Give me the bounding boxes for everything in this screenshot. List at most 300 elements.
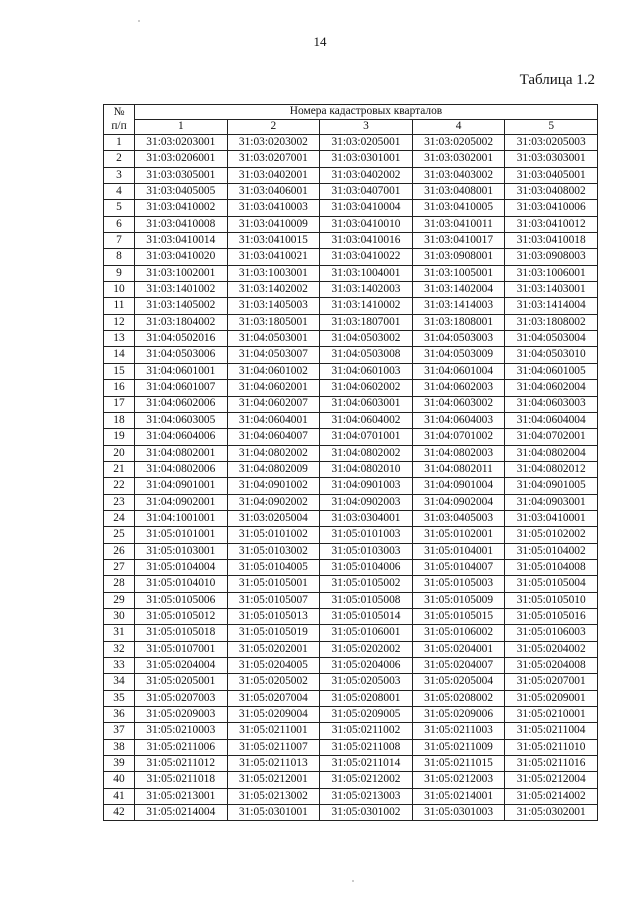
cadastral-number-cell: 31:04:0701002	[412, 429, 505, 445]
cadastral-number-cell: 31:03:0402002	[320, 167, 413, 183]
cadastral-number-cell: 31:05:0211010	[505, 739, 598, 755]
cadastral-number-cell: 31:04:0602002	[320, 380, 413, 396]
cadastral-number-cell: 31:04:0802006	[135, 461, 228, 477]
cadastral-number-cell: 31:05:0104010	[135, 576, 228, 592]
row-index-cell: 40	[104, 772, 135, 788]
cadastral-number-cell: 31:05:0105006	[135, 592, 228, 608]
cadastral-number-cell: 31:05:0207004	[227, 690, 320, 706]
cadastral-number-cell: 31:05:0107001	[135, 641, 228, 657]
cadastral-number-cell: 31:05:0202002	[320, 641, 413, 657]
row-index-cell: 24	[104, 510, 135, 526]
cadastral-number-cell: 31:03:0410015	[227, 233, 320, 249]
cadastral-number-cell: 31:05:0211001	[227, 723, 320, 739]
row-index-cell: 16	[104, 380, 135, 396]
cadastral-number-cell: 31:05:0106003	[505, 625, 598, 641]
table-row	[104, 739, 598, 755]
table-row	[104, 298, 598, 314]
cadastral-number-cell: 31:05:0105002	[320, 576, 413, 592]
cadastral-number-cell: 31:05:0105014	[320, 608, 413, 624]
cadastral-number-cell: 31:03:1414004	[505, 298, 598, 314]
row-index-cell: 17	[104, 396, 135, 412]
cadastral-number-cell: 31:03:1402002	[227, 282, 320, 298]
cadastral-number-cell: 31:03:0303001	[505, 151, 598, 167]
cadastral-number-cell: 31:05:0104004	[135, 559, 228, 575]
cadastral-number-cell: 31:04:0901002	[227, 478, 320, 494]
column-number: 2	[227, 120, 320, 135]
cadastral-number-cell: 31:04:0603005	[135, 412, 228, 428]
cadastral-number-cell: 31:05:0104007	[412, 559, 505, 575]
cadastral-number-cell: 31:04:0603003	[505, 396, 598, 412]
table-row	[104, 445, 598, 461]
cadastral-number-cell: 31:05:0211013	[227, 756, 320, 772]
cadastral-number-cell: 31:03:0203002	[227, 135, 320, 151]
cadastral-number-cell: 31:04:0802002	[320, 445, 413, 461]
table-row	[104, 510, 598, 526]
cadastral-number-cell: 31:05:0103002	[227, 543, 320, 559]
cadastral-number-cell: 31:05:0207001	[505, 674, 598, 690]
cadastral-number-cell: 31:03:0408002	[505, 184, 598, 200]
cadastral-number-cell: 31:05:0213001	[135, 788, 228, 804]
cadastral-number-cell: 31:05:0211002	[320, 723, 413, 739]
row-index-cell: 21	[104, 461, 135, 477]
cadastral-number-cell: 31:04:0902001	[135, 494, 228, 510]
cadastral-number-cell: 31:03:0410012	[505, 216, 598, 232]
cadastral-number-cell: 31:04:0802012	[505, 461, 598, 477]
cadastral-number-cell: 31:03:0301001	[320, 151, 413, 167]
table-row	[104, 805, 598, 821]
row-index-cell: 7	[104, 233, 135, 249]
scan-speck	[138, 20, 140, 22]
table-row	[104, 478, 598, 494]
row-index-cell: 22	[104, 478, 135, 494]
cadastral-number-cell: 31:05:0212004	[505, 772, 598, 788]
cadastral-number-cell: 31:04:0902003	[320, 494, 413, 510]
cadastral-number-cell: 31:03:0410022	[320, 249, 413, 265]
cadastral-number-cell: 31:03:0410002	[135, 200, 228, 216]
cadastral-number-cell: 31:05:0211018	[135, 772, 228, 788]
cadastral-number-cell: 31:04:0604004	[505, 412, 598, 428]
cadastral-number-cell: 31:05:0105009	[412, 592, 505, 608]
table-row	[104, 723, 598, 739]
table-row	[104, 429, 598, 445]
table-row	[104, 641, 598, 657]
column-number: 1	[135, 120, 228, 135]
row-index-cell: 39	[104, 756, 135, 772]
cadastral-number-cell: 31:05:0211014	[320, 756, 413, 772]
table-row	[104, 135, 598, 151]
cadastral-number-cell: 31:04:0901004	[412, 478, 505, 494]
cadastral-number-cell: 31:03:1808001	[412, 314, 505, 330]
cadastral-number-cell: 31:05:0213002	[227, 788, 320, 804]
cadastral-number-cell: 31:05:0205001	[135, 674, 228, 690]
cadastral-number-cell: 31:05:0214001	[412, 788, 505, 804]
row-index-cell: 36	[104, 707, 135, 723]
cadastral-number-cell: 31:04:0604002	[320, 412, 413, 428]
cadastral-number-cell: 31:03:0304001	[320, 510, 413, 526]
row-index-cell: 42	[104, 805, 135, 821]
cadastral-number-cell: 31:05:0104002	[505, 543, 598, 559]
row-index-cell: 34	[104, 674, 135, 690]
cadastral-number-cell: 31:04:0503001	[227, 331, 320, 347]
row-index-cell: 28	[104, 576, 135, 592]
row-index-cell: 9	[104, 265, 135, 281]
cadastral-quarters-table	[103, 104, 598, 821]
cadastral-number-cell: 31:05:0211009	[412, 739, 505, 755]
cadastral-number-cell: 31:04:0503008	[320, 347, 413, 363]
cadastral-number-cell: 31:05:0104005	[227, 559, 320, 575]
cadastral-number-cell: 31:05:0211006	[135, 739, 228, 755]
cadastral-number-cell: 31:05:0204002	[505, 641, 598, 657]
cadastral-number-cell: 31:03:0410001	[505, 510, 598, 526]
cadastral-number-cell: 31:05:0301002	[320, 805, 413, 821]
cadastral-number-cell: 31:03:0410020	[135, 249, 228, 265]
cadastral-number-cell: 31:03:1405003	[227, 298, 320, 314]
cadastral-number-cell: 31:05:0210001	[505, 707, 598, 723]
cadastral-number-cell: 31:05:0211008	[320, 739, 413, 755]
cadastral-number-cell: 31:05:0204006	[320, 658, 413, 674]
cadastral-number-cell: 31:03:1403001	[505, 282, 598, 298]
cadastral-number-cell: 31:05:0101003	[320, 527, 413, 543]
cadastral-number-cell: 31:03:0410003	[227, 200, 320, 216]
table-row	[104, 527, 598, 543]
row-index-cell: 29	[104, 592, 135, 608]
table-row	[104, 363, 598, 379]
column-number: 5	[505, 120, 598, 135]
table-row	[104, 200, 598, 216]
table-row	[104, 772, 598, 788]
cadastral-number-cell: 31:03:0205003	[505, 135, 598, 151]
cadastral-number-cell: 31:05:0211015	[412, 756, 505, 772]
cadastral-number-cell: 31:05:0209005	[320, 707, 413, 723]
row-index-cell: 33	[104, 658, 135, 674]
row-index-cell: 37	[104, 723, 135, 739]
cadastral-number-cell: 31:04:0604007	[227, 429, 320, 445]
cadastral-number-cell: 31:05:0205002	[227, 674, 320, 690]
cadastral-number-cell: 31:04:0601001	[135, 363, 228, 379]
cadastral-number-cell: 31:03:0403002	[412, 167, 505, 183]
cadastral-number-cell: 31:03:0205004	[227, 510, 320, 526]
row-index-cell: 38	[104, 739, 135, 755]
group-header: Номера кадастровых кварталов	[135, 105, 598, 120]
cadastral-number-cell: 31:03:0302001	[412, 151, 505, 167]
cadastral-number-cell: 31:05:0105007	[227, 592, 320, 608]
cadastral-number-cell: 31:05:0105019	[227, 625, 320, 641]
row-index-cell: 6	[104, 216, 135, 232]
cadastral-number-cell: 31:05:0101001	[135, 527, 228, 543]
cadastral-number-cell: 31:04:0503007	[227, 347, 320, 363]
cadastral-number-cell: 31:04:0503003	[412, 331, 505, 347]
cadastral-number-cell: 31:05:0204008	[505, 658, 598, 674]
cadastral-number-cell: 31:04:0503002	[320, 331, 413, 347]
cadastral-number-cell: 31:05:0103003	[320, 543, 413, 559]
cadastral-number-cell: 31:04:0701001	[320, 429, 413, 445]
cadastral-number-cell: 31:05:0211007	[227, 739, 320, 755]
table-row	[104, 494, 598, 510]
cadastral-number-cell: 31:03:1807001	[320, 314, 413, 330]
cadastral-number-cell: 31:03:0908001	[412, 249, 505, 265]
cadastral-number-cell: 31:04:0901003	[320, 478, 413, 494]
cadastral-number-cell: 31:03:0205002	[412, 135, 505, 151]
cadastral-number-cell: 31:03:0410017	[412, 233, 505, 249]
cadastral-number-cell: 31:05:0103001	[135, 543, 228, 559]
cadastral-number-cell: 31:05:0209004	[227, 707, 320, 723]
table-row	[104, 559, 598, 575]
table-row	[104, 658, 598, 674]
cadastral-number-cell: 31:03:1804002	[135, 314, 228, 330]
cadastral-number-cell: 31:05:0210003	[135, 723, 228, 739]
cadastral-number-cell: 31:05:0104006	[320, 559, 413, 575]
row-index-cell: 19	[104, 429, 135, 445]
cadastral-number-cell: 31:04:0601007	[135, 380, 228, 396]
cadastral-number-cell: 31:03:1405002	[135, 298, 228, 314]
row-index-cell: 31	[104, 625, 135, 641]
column-number: 4	[412, 120, 505, 135]
cadastral-number-cell: 31:04:0602004	[505, 380, 598, 396]
cadastral-number-cell: 31:05:0104008	[505, 559, 598, 575]
cadastral-number-cell: 31:05:0105010	[505, 592, 598, 608]
row-index-cell: 18	[104, 412, 135, 428]
row-index-cell: 32	[104, 641, 135, 657]
cadastral-number-cell: 31:03:1006001	[505, 265, 598, 281]
cadastral-number-cell: 31:05:0212001	[227, 772, 320, 788]
row-index-cell: 35	[104, 690, 135, 706]
cadastral-number-cell: 31:04:0603001	[320, 396, 413, 412]
cadastral-number-cell: 31:04:0802004	[505, 445, 598, 461]
cadastral-number-cell: 31:05:0102002	[505, 527, 598, 543]
table-row	[104, 674, 598, 690]
row-index-cell: 27	[104, 559, 135, 575]
cadastral-number-cell: 31:05:0211003	[412, 723, 505, 739]
table-row	[104, 282, 598, 298]
cadastral-number-cell: 31:03:0203001	[135, 135, 228, 151]
cadastral-number-cell: 31:03:1004001	[320, 265, 413, 281]
table-row	[104, 347, 598, 363]
row-index-cell: 10	[104, 282, 135, 298]
table-row	[104, 461, 598, 477]
table-row	[104, 216, 598, 232]
cadastral-number-cell: 31:03:0405001	[505, 167, 598, 183]
cadastral-number-cell: 31:05:0204007	[412, 658, 505, 674]
cadastral-number-cell: 31:04:0604006	[135, 429, 228, 445]
cadastral-number-cell: 31:03:1401002	[135, 282, 228, 298]
cadastral-number-cell: 31:04:0604001	[227, 412, 320, 428]
row-index-cell: 25	[104, 527, 135, 543]
cadastral-number-cell: 31:03:0410014	[135, 233, 228, 249]
cadastral-number-cell: 31:05:0211012	[135, 756, 228, 772]
cadastral-number-cell: 31:03:0407001	[320, 184, 413, 200]
cadastral-number-cell: 31:05:0105016	[505, 608, 598, 624]
cadastral-number-cell: 31:04:0802002	[227, 445, 320, 461]
row-index-cell: 11	[104, 298, 135, 314]
cadastral-number-cell: 31:04:0802001	[135, 445, 228, 461]
cadastral-number-cell: 31:03:0410006	[505, 200, 598, 216]
cadastral-number-cell: 31:05:0212003	[412, 772, 505, 788]
cadastral-number-cell: 31:04:0602001	[227, 380, 320, 396]
cadastral-number-cell: 31:05:0209001	[505, 690, 598, 706]
cadastral-number-cell: 31:04:0802010	[320, 461, 413, 477]
table-row	[104, 396, 598, 412]
cadastral-number-cell: 31:05:0211004	[505, 723, 598, 739]
cadastral-number-cell: 31:04:0901001	[135, 478, 228, 494]
cadastral-number-cell: 31:04:1001001	[135, 510, 228, 526]
cadastral-number-cell: 31:05:0207003	[135, 690, 228, 706]
cadastral-number-cell: 31:04:0802003	[412, 445, 505, 461]
cadastral-number-cell: 31:03:0402001	[227, 167, 320, 183]
table-row	[104, 265, 598, 281]
page-number: 14	[313, 34, 327, 49]
table-row	[104, 314, 598, 330]
table-row	[104, 167, 598, 183]
table-row	[104, 543, 598, 559]
cadastral-number-cell: 31:04:0503009	[412, 347, 505, 363]
cadastral-number-cell: 31:05:0209006	[412, 707, 505, 723]
cadastral-number-cell: 31:03:0410021	[227, 249, 320, 265]
row-index-cell: 2	[104, 151, 135, 167]
cadastral-number-cell: 31:03:1805001	[227, 314, 320, 330]
cadastral-number-cell: 31:04:0502016	[135, 331, 228, 347]
cadastral-number-cell: 31:03:0410005	[412, 200, 505, 216]
table-row	[104, 151, 598, 167]
cadastral-number-cell: 31:04:0901005	[505, 478, 598, 494]
cadastral-number-cell: 31:03:0408001	[412, 184, 505, 200]
cadastral-number-cell: 31:03:0410009	[227, 216, 320, 232]
scan-speck	[352, 880, 354, 882]
table-row	[104, 608, 598, 624]
cadastral-number-cell: 31:04:0603002	[412, 396, 505, 412]
cadastral-number-cell: 31:04:0503004	[505, 331, 598, 347]
cadastral-number-cell: 31:05:0105018	[135, 625, 228, 641]
index-header-number-sign: №	[113, 106, 125, 119]
cadastral-number-cell: 31:03:0305001	[135, 167, 228, 183]
cadastral-number-cell: 31:05:0205004	[412, 674, 505, 690]
cadastral-number-cell: 31:05:0105001	[227, 576, 320, 592]
row-index-cell: 12	[104, 314, 135, 330]
table-row	[104, 690, 598, 706]
cadastral-number-cell: 31:03:1414003	[412, 298, 505, 314]
cadastral-number-cell: 31:04:0902004	[412, 494, 505, 510]
row-index-cell: 41	[104, 788, 135, 804]
table-row	[104, 184, 598, 200]
cadastral-number-cell: 31:03:0207001	[227, 151, 320, 167]
table-row	[104, 380, 598, 396]
cadastral-number-cell: 31:05:0105012	[135, 608, 228, 624]
cadastral-number-cell: 31:04:0702001	[505, 429, 598, 445]
cadastral-number-cell: 31:05:0214002	[505, 788, 598, 804]
cadastral-number-cell: 31:04:0902002	[227, 494, 320, 510]
cadastral-number-cell: 31:03:0205001	[320, 135, 413, 151]
cadastral-number-cell: 31:03:0405003	[412, 510, 505, 526]
table-row	[104, 707, 598, 723]
cadastral-number-cell: 31:03:0410010	[320, 216, 413, 232]
cadastral-number-cell: 31:05:0101002	[227, 527, 320, 543]
cadastral-number-cell: 31:05:0214004	[135, 805, 228, 821]
column-number: 3	[320, 120, 413, 135]
index-column-header	[104, 105, 135, 135]
table-body	[104, 135, 598, 821]
cadastral-number-cell: 31:03:1005001	[412, 265, 505, 281]
cadastral-number-cell: 31:05:0208001	[320, 690, 413, 706]
row-index-cell: 1	[104, 135, 135, 151]
cadastral-number-cell: 31:05:0204004	[135, 658, 228, 674]
row-index-cell: 20	[104, 445, 135, 461]
cadastral-number-cell: 31:04:0503006	[135, 347, 228, 363]
cadastral-number-cell: 31:04:0601005	[505, 363, 598, 379]
row-index-cell: 14	[104, 347, 135, 363]
row-index-cell: 26	[104, 543, 135, 559]
cadastral-number-cell: 31:03:1402003	[320, 282, 413, 298]
cadastral-number-cell: 31:05:0105004	[505, 576, 598, 592]
cadastral-number-cell: 31:03:0410018	[505, 233, 598, 249]
row-index-cell: 23	[104, 494, 135, 510]
cadastral-number-cell: 31:03:1003001	[227, 265, 320, 281]
table-row	[104, 756, 598, 772]
cadastral-number-cell: 31:04:0602006	[135, 396, 228, 412]
cadastral-number-cell: 31:03:0410011	[412, 216, 505, 232]
row-index-cell: 13	[104, 331, 135, 347]
table-row	[104, 331, 598, 347]
cadastral-number-cell: 31:05:0208002	[412, 690, 505, 706]
cadastral-number-cell: 31:04:0602003	[412, 380, 505, 396]
table-row	[104, 625, 598, 641]
cadastral-number-cell: 31:03:0405005	[135, 184, 228, 200]
cadastral-number-cell: 31:05:0105008	[320, 592, 413, 608]
row-index-cell: 4	[104, 184, 135, 200]
cadastral-number-cell: 31:03:1002001	[135, 265, 228, 281]
cadastral-number-cell: 31:03:0406001	[227, 184, 320, 200]
cadastral-number-cell: 31:05:0213003	[320, 788, 413, 804]
cadastral-number-cell: 31:05:0105003	[412, 576, 505, 592]
table-row	[104, 592, 598, 608]
cadastral-number-cell: 31:04:0802011	[412, 461, 505, 477]
cadastral-number-cell: 31:03:0908003	[505, 249, 598, 265]
row-index-cell: 15	[104, 363, 135, 379]
cadastral-number-cell: 31:03:1808002	[505, 314, 598, 330]
table-caption: Таблица 1.2	[519, 72, 595, 88]
cadastral-number-cell: 31:05:0204001	[412, 641, 505, 657]
cadastral-number-cell: 31:04:0601002	[227, 363, 320, 379]
cadastral-number-cell: 31:05:0212002	[320, 772, 413, 788]
cadastral-number-cell: 31:04:0602007	[227, 396, 320, 412]
cadastral-number-cell: 31:03:1402004	[412, 282, 505, 298]
cadastral-number-cell: 31:05:0301001	[227, 805, 320, 821]
row-index-cell: 30	[104, 608, 135, 624]
table-row	[104, 576, 598, 592]
cadastral-number-cell: 31:03:0410016	[320, 233, 413, 249]
row-index-cell: 8	[104, 249, 135, 265]
row-index-cell: 3	[104, 167, 135, 183]
cadastral-number-cell: 31:05:0104001	[412, 543, 505, 559]
row-index-cell: 5	[104, 200, 135, 216]
cadastral-number-cell: 31:05:0102001	[412, 527, 505, 543]
cadastral-number-cell: 31:05:0205003	[320, 674, 413, 690]
cadastral-number-cell: 31:05:0301003	[412, 805, 505, 821]
cadastral-number-cell: 31:05:0106002	[412, 625, 505, 641]
cadastral-number-cell: 31:05:0106001	[320, 625, 413, 641]
cadastral-number-cell: 31:03:0206001	[135, 151, 228, 167]
index-header-abbrev: п/п	[111, 119, 127, 132]
cadastral-number-cell: 31:04:0604003	[412, 412, 505, 428]
cadastral-number-cell: 31:05:0204005	[227, 658, 320, 674]
cadastral-number-cell: 31:05:0211016	[505, 756, 598, 772]
table-row	[104, 412, 598, 428]
table-row	[104, 233, 598, 249]
cadastral-number-cell: 31:05:0209003	[135, 707, 228, 723]
cadastral-number-cell: 31:05:0105013	[227, 608, 320, 624]
cadastral-number-cell: 31:04:0601003	[320, 363, 413, 379]
cadastral-number-cell: 31:05:0302001	[505, 805, 598, 821]
cadastral-number-cell: 31:03:0410004	[320, 200, 413, 216]
table-row	[104, 788, 598, 804]
